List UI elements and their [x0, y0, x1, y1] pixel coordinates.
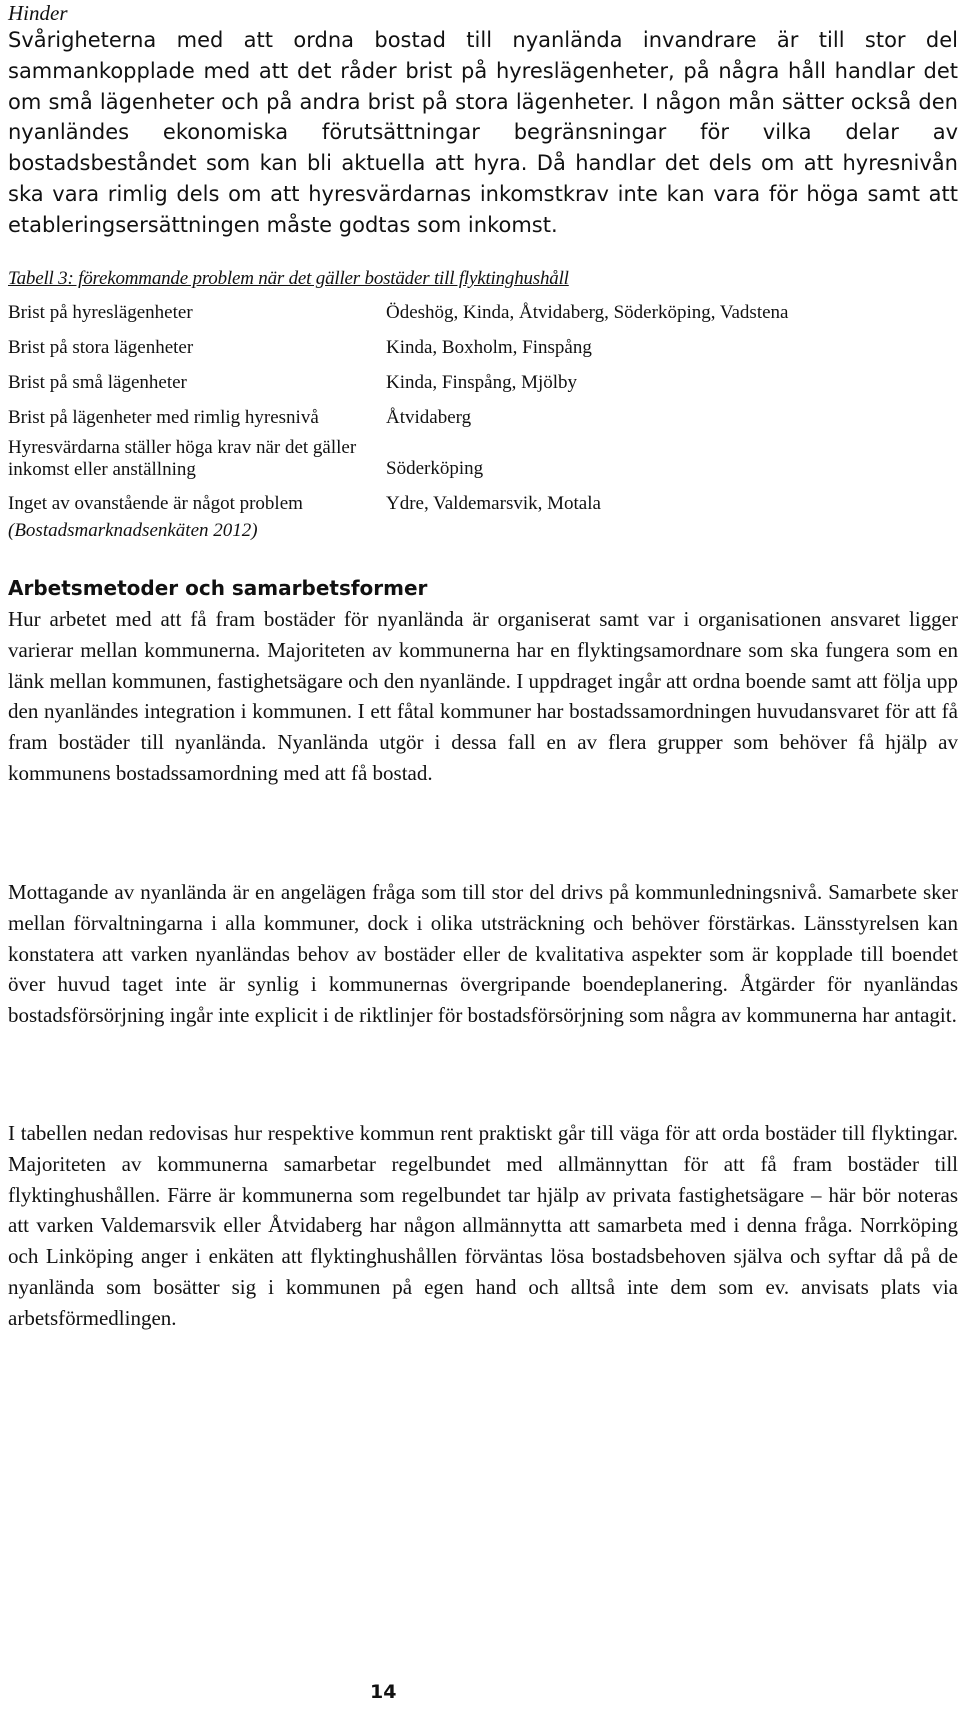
municipalities-cell: Söderköping [386, 458, 484, 479]
problem-cell: Hyresvärdarna ställer höga krav när det gäller inkomst eller anställning [8, 437, 357, 480]
methods-paragraph-1: Hur arbetet med att få fram bostäder för nyanlända är organiserat samt var i organisationen ansvaret ligger varierar mellan kommunerna. Majoriteten av kommunerna har en flyktingsamordnare som ska fungera som en länk mellan kommunen, fastighetsägare och den nyanlände. I uppdraget ingår att ordna boende samt att följa upp den nyanländes integration i kommunen. I ett fåtal kommuner har bostadssamordningen huvudansvaret för att få fram bostäder till nyanlända. Nyanlända utgör i dessa fall en av flera grupper som behöver få hjälp av kommunens bostadssamordning med att få bostad. [8, 607, 958, 785]
table-source: (Bostadsmarknadsenkäten 2012) [8, 520, 258, 541]
problem-cell: Brist på lägenheter med rimlig hyresnivå [8, 407, 319, 428]
municipalities-cell: Ödeshög, Kinda, Åtvidaberg, Söderköping, Vadstena [386, 302, 789, 323]
problem-cell: Brist på hyreslägenheter [8, 302, 193, 323]
municipalities-cell: Kinda, Finspång, Mjölby [386, 372, 578, 393]
problem-cell: Brist på små lägenheter [8, 372, 187, 393]
methods-paragraph-2: Mottagande av nyanlända är en angelägen fråga som till stor del drivs på kommunledningsnivå. Samarbete sker mellan förvaltningarna i alla kommuner, dock i olika utsträckning och behöver förstärkas. Länsstyrelsen kan konstatera att varken nyanländas behov av bostäder eller de kvalitativa aspekter som är kopplade till boendet över huvud taget inte är synlig i kommunernas övergripande boendeplanering. Åtgärder för nyanländas bostadsförsörjning ingår inte explicit i de riktlinjer för bostadsförsörjning som några av kommunerna har antagit. [8, 880, 958, 1028]
problem-cell: Brist på stora lägenheter [8, 337, 194, 358]
table-caption: Tabell 3: förekommande problem när det gäller bostäder till flyktinghushåll [8, 268, 569, 289]
page-number: 14 [370, 1681, 397, 1703]
hinder-paragraph: Svårigheterna med att ordna bostad till nyanlända invandrare är till stor del sammankopplade med att det råder brist på hyreslägenheter, på några håll handlar det om små lägenheter och på andra brist på stora lägenheter. I någon mån sätter också den nyanländes ekonomiska förutsättningar begränsningar för vilka delar av bostadsbeståndet som kan bli aktuella att hyra. Då handlar det dels om att hyresnivån ska vara rimlig dels om att hyresvärdarnas inkomstkrav inte kan vara för höga samt att etableringsersättningen måste godtas som inkomst. [8, 28, 958, 237]
municipalities-cell: Kinda, Boxholm, Finspång [386, 337, 592, 358]
municipalities-cell: Åtvidaberg [386, 407, 472, 428]
problem-cell: Inget av ovanstående är något problem [8, 493, 303, 514]
methods-heading: Arbetsmetoder och samarbetsformer [8, 576, 428, 600]
municipalities-cell: Ydre, Valdemarsvik, Motala [386, 493, 601, 514]
section-heading: Hinder [8, 1, 68, 25]
methods-paragraph-3: I tabellen nedan redovisas hur respektive kommun rent praktiskt går till väga för att orda bostäder till flyktingar. Majoriteten av kommunerna samarbetar regelbundet med allmännyttan för att få fram bostäder till flyktinghushållen. Färre är kommunerna som regelbundet tar hjälp av privata fastighetsägare – här bör noteras att varken Valdemarsvik eller Åtvidaberg har någon allmännytta att samarbeta med i denna fråga. Norrköping och Linköping anger i enkäten att flyktinghushållen förväntas lösa bostadsbehoven själva och syftar då på de nyanlända som bosätter sig i kommunen på egen hand och alltså inte dem som ev. anvisats plats via arbetsförmedlingen. [8, 1121, 958, 1330]
